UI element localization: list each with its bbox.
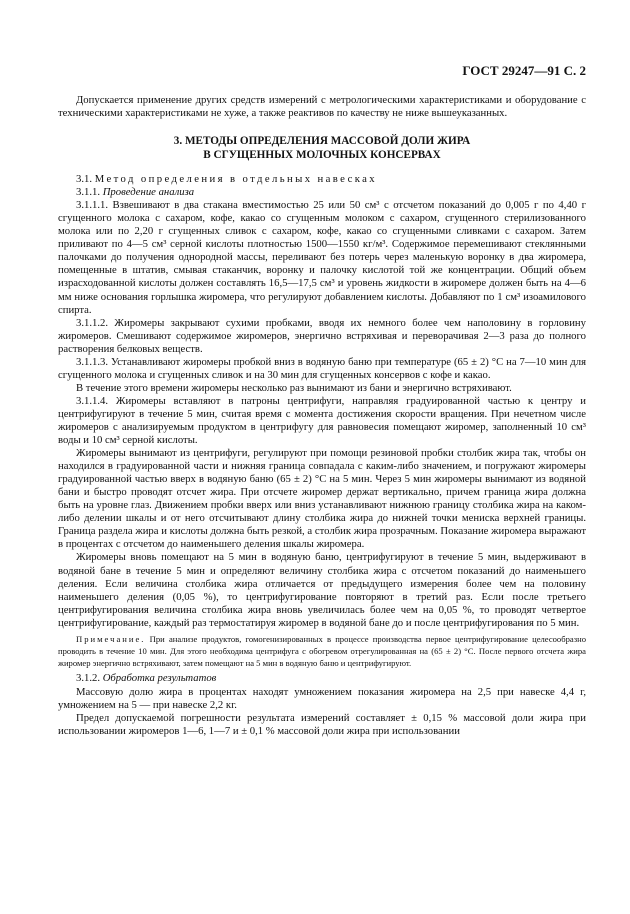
section-heading bbox=[58, 134, 586, 162]
note bbox=[58, 634, 586, 670]
paragraph-3-1-1-2: 3.1.1.2. Жиромеры закрывают сухими пробками, вводя их немного более чем наполовину в горловину жиромеров. Смешивают содержимое жиромеров, энергично встряхивая и переворачивая 2—3 раза до полного растворения белковых веществ. bbox=[58, 316, 586, 355]
page-header: ГОСТ 29247—91 С. 2 bbox=[462, 63, 586, 78]
subsection-3-1-2-heading bbox=[58, 672, 586, 685]
subsection-title: Обработка результатов bbox=[102, 672, 217, 685]
paragraph-3-1-1-4-cont: Жиромеры вынимают из центрифуги, регулируют при помощи резиновой пробки столбик жира так, чтобы он находился в градуированной части и нижняя граница совпадала с каким-либо значением, и погружают жиромеры градуированной частью вверх в водяную баню (65 ± 2) °С на 5 мин. Через 5 мин жиромеры вынимают из водяной бани и быстро проводят отсчет жира. При отсчете жиромер держат вертикально, причем граница жира должна быть на уровне глаз. Движением пробки вверх или вниз устанавливают нижнюю границу столбика жира на каком-либо делении шкалы и от него отсчитывают длину столбика жира до нижней точки мениска верхней границы. Граница раздела жира и кислоты должна быть резкой, а столбик жира прозрачным. Показание жиромера выражают в процентах с отсчетом до наименьшего деления шкалы жиромера. bbox=[58, 447, 586, 551]
subsection-title: Проведение анализа bbox=[102, 186, 195, 199]
section-title-line-2: В СГУЩЕННЫХ МОЛОЧНЫХ КОНСЕРВАХ bbox=[203, 149, 441, 162]
note-label: Примечание. bbox=[76, 633, 146, 644]
paragraph-3-1-2-a: Массовую долю жира в процентах находят умножением показания жиромера на 2,5 при навеске 4,4 г, умножением на 5 — при навеске 2,2 кг. bbox=[58, 685, 586, 711]
section-title-line-1: 3. МЕТОДЫ ОПРЕДЕЛЕНИЯ МАССОВОЙ ДОЛИ ЖИРА bbox=[173, 135, 471, 148]
paragraph-3-1-1-3-cont: В течение этого времени жиромеры несколько раз вынимают из бани и энергично встряхивают. bbox=[76, 381, 512, 394]
subsection-number: 3.1.1. bbox=[76, 186, 101, 199]
paragraph-3-1-2-b: Предел допускаемой погрешности результата измерений составляет ± 0,15 % массовой доли жира при использовании жиромеров 1—6, 1—7 и ± 0,1 % массовой доли жира при использовании bbox=[58, 711, 586, 737]
subsection-title: Метод определения в отдельных навесках bbox=[94, 173, 378, 186]
document-body bbox=[58, 62, 586, 738]
intro-paragraph: Допускается применение других средств измерений с метрологическими характеристиками и оборудование с техническими характеристиками не хуже, а также реактивов по качеству не ниже вышеуказанных. bbox=[58, 94, 586, 120]
note-text: При анализе продуктов, гомогенизированных в процессе производства первое центрифугирование целесообразно проводить в течение 10 мин. Для этого необходима центрифуга с обогревом отрегулированная на (65 ± 2) °С. После первого отсчета жира жиромер энергично встряхивают, затем помещают на 5 мин в водяную баню и центрифугируют. bbox=[58, 633, 587, 668]
subsection-number: 3.1.2. bbox=[76, 672, 101, 685]
subsection-3-1-heading bbox=[58, 173, 586, 186]
paragraph-3-1-1-1: 3.1.1.1. Взвешивают в два стакана вместимостью 25 или 50 см³ с отсчетом показаний до 0,005 г по 4,40 г сгущенного молока с сахаром, кофе, какао со сгущенным молоком с сахаром, сгущенного стерилизованного молока или по 2,20 г сгущенных сливок с сахаром, кофе, какао со сгущенными сливками с сахаром. Затем приливают по 4—5 см³ серной кислоты плотностью 1500—1550 кг/м³. Содержимое перемешивают стеклянными палочками до получения однородной массы, переливают без потерь через маленькую воронку в два жиромера, помещенные в штатив, смывая стаканчик, воронку и палочку кислотой той же концентрации. Общий объем израсходованной кислоты должен составлять 16,5—17,5 см³ и уровень жидкости в жиромере должен быть на 4—6 мм ниже основания горлышка жиромера, что регулируют добавлением кислоты. Добавляют по 1 см³ изоамилового спирта. bbox=[58, 199, 586, 316]
paragraph-3-1-1-4-cont2: Жиромеры вновь помещают на 5 мин в водяную баню, центрифугируют в течение 5 мин, выдерживают в водяной бане в течение 5 мин и определяют величину столбика жира с отсчетом показаний до наименьшего деления. Если величина столбика жира отличается от предыдущего измерения более чем на половину наименьшего деления (0,05 %), то центрифугирование повторяют в третий раз. Если после третьего центрифугирования величина столбика жира вновь увеличилась более чем на 0,05 %, то проводят четвертое центрифугирование, каждый раз термостатируя жиромер в водяной бане до и после центрифугирования по 5 мин. bbox=[58, 551, 586, 629]
subsection-3-1-1-heading bbox=[58, 186, 586, 199]
paragraph-3-1-1-4: 3.1.1.4. Жиромеры вставляют в патроны центрифуги, направляя градуированной частью к центру и центрифугируют в течение 5 мин, считая время с момента достижения скорости вращения. При нечетном числе жиромеров с анализируемым продуктом в центрифугу для равновесия помещают жиромер, заполненный 10 см³ воды и 10 см³ серной кислоты. bbox=[58, 394, 586, 447]
paragraph-3-1-1-3: 3.1.1.3. Устанавливают жиромеры пробкой вниз в водяную баню при температуре (65 ± 2) °С на 7—10 мин для сгущенного молока и сгущенных сливок и на 30 мин для сгущенных консервов с кофе и какао. bbox=[58, 355, 586, 381]
subsection-number: 3.1. bbox=[76, 173, 93, 186]
